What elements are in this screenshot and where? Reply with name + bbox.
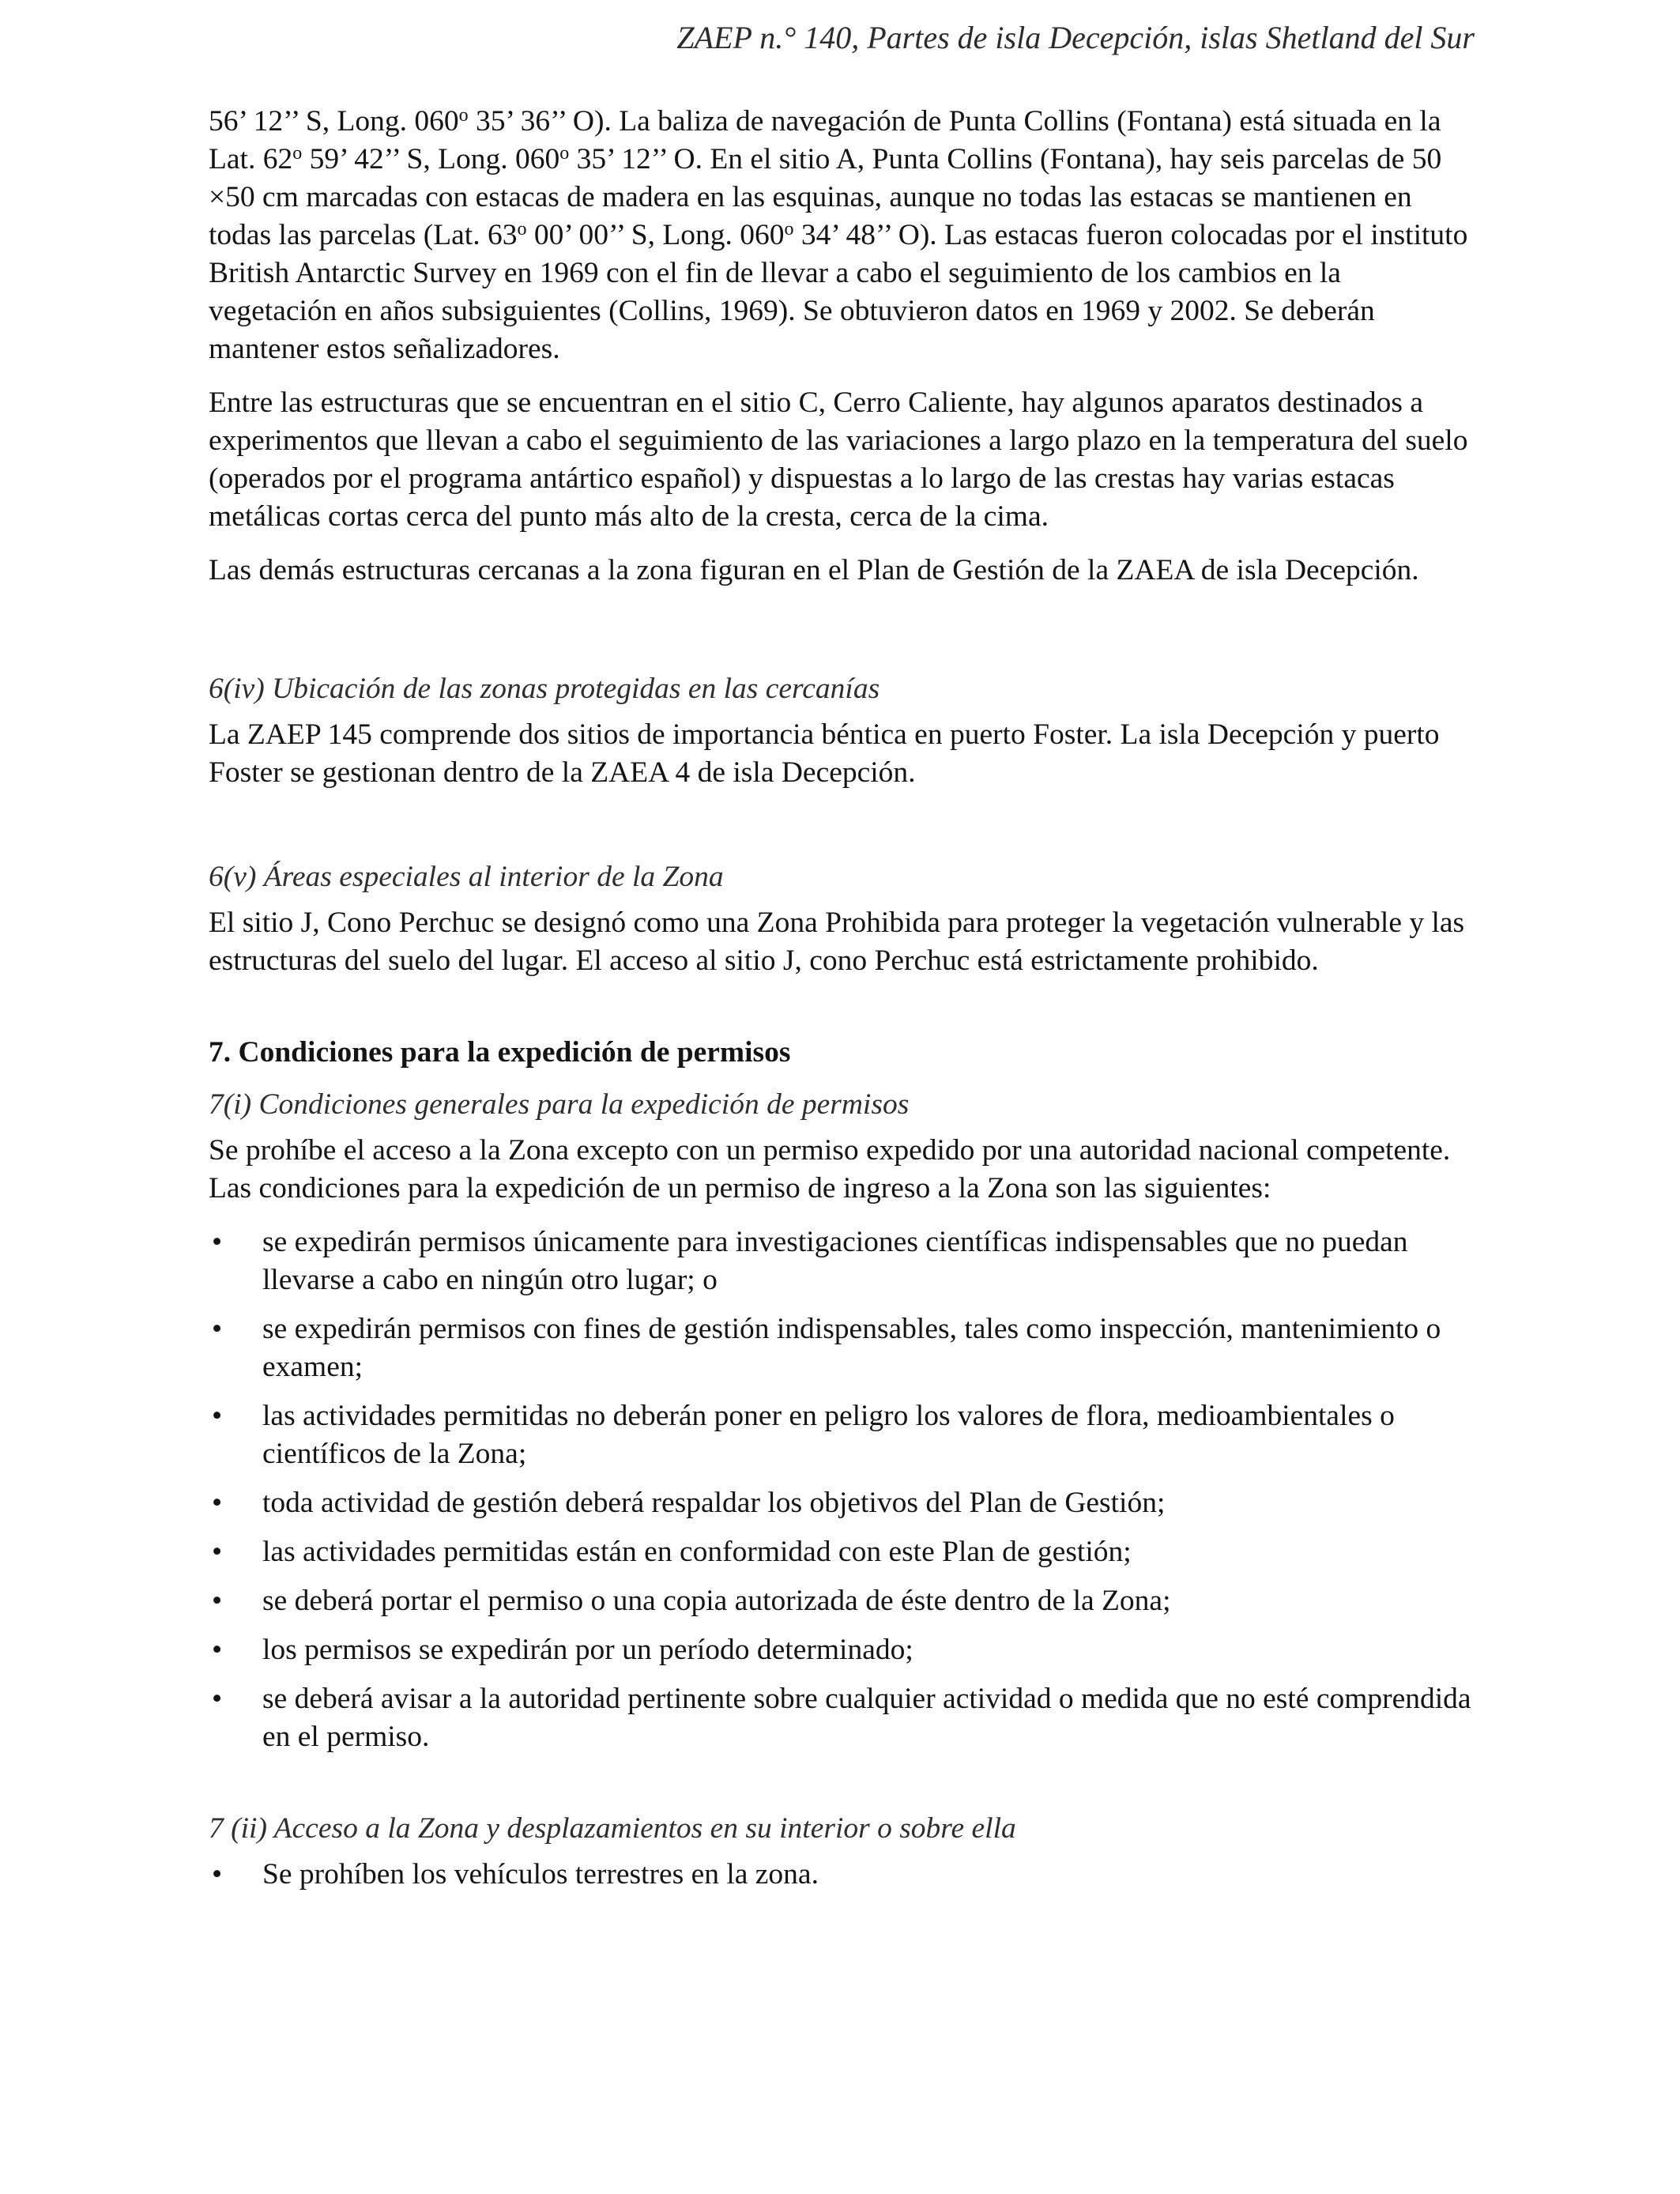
list-item: • las actividades permitidas están en conformidad con este Plan de gestión; [209, 1533, 1473, 1571]
section-heading-6iv: 6(iv) Ubicación de las zonas protegidas en las cercanías [209, 673, 880, 705]
section-heading-7ii: 7 (ii) Acceso a la Zona y desplazamientos en su interior o sobre ella [209, 1812, 1016, 1845]
list-item: • se expedirán permisos únicamente para investigaciones científicas indispensables que no puedan llevarse a cabo en ningún otro lugar; o [209, 1223, 1473, 1299]
access-list [209, 1856, 1473, 1894]
paragraph-7i: Se prohíbe el acceso a la Zona excepto con un permiso expedido por una autoridad nacional competente. Las condiciones para la expedición de un permiso de ingreso a la Zona son las siguientes: [209, 1134, 1451, 1204]
list-item: • se expedirán permisos con fines de gestión indispensables, tales como inspección, mantenimiento o examen; [209, 1310, 1473, 1386]
bullet-icon: • [212, 1400, 223, 1432]
list-item: • se deberá avisar a la autoridad pertinente sobre cualquier actividad o medida que no esté comprendida en el permiso. [209, 1680, 1473, 1756]
section-spacer [209, 605, 1473, 670]
section-spacer [209, 808, 1473, 858]
running-header: ZAEP n.° 140, Partes de isla Decepción, islas Shetland del Sur [676, 20, 1475, 55]
paragraph-6iv: La ZAEP 145 comprende dos sitios de importancia béntica en puerto Foster. La isla Decepción y puerto Foster se gestionan dentro de la ZAEA 4 de isla Decepción. [209, 718, 1440, 789]
list-item: • los permisos se expedirán por un período determinado; [209, 1631, 1473, 1669]
paragraph-coordinates-markers: 56’ 12’’ S, Long. 060$^o$ 35’ 36’’ O). La baliza de navegación de Punta Collins (Fontana) está situada en la Lat. 62$^o$ 59’ 42’’ S, Long. 060$^o$ 35’ 12’’ O. En el sitio A, Punta Collins (Fontana), hay seis parcelas de 50 ×50 cm marcadas con estacas de madera en las esquinas, aunque no todas las estacas se mantienen en todas las parcelas (Lat. 63$^o$ 00’ 00’’ S, Long. 060$^o$ 34’ 48’’ O). Las estacas fueron colocadas por el instituto British Antarctic Survey en 1969 con el fin de llevar a cabo el seguimiento de los cambios en la vegetación en años subsiguientes (Collins, 1969). Se obtuvieron datos en 1969 y 2002. Se deberán mantener estos señalizadores. [209, 105, 1468, 365]
paragraph-other-structures: Las demás estructuras cercanas a la zona figuran en el Plan de Gestión de la ZAEA de isla Decepción. [209, 554, 1419, 586]
list-item: • las actividades permitidas no deberán poner en peligro los valores de flora, medioambientales o científicos de la Zona; [209, 1397, 1473, 1473]
bullet-icon: • [212, 1226, 223, 1258]
section-heading-7: 7. Condiciones para la expedición de permisos [209, 1036, 791, 1069]
bullet-icon: • [212, 1683, 223, 1715]
bullet-icon: • [212, 1634, 223, 1666]
permit-conditions-list [209, 1223, 1473, 1756]
section-heading-7i: 7(i) Condiciones generales para la expedición de permisos [209, 1088, 910, 1121]
bullet-icon: • [212, 1858, 223, 1891]
bullet-icon: • [212, 1585, 223, 1617]
document-body [209, 103, 1473, 1909]
paragraph-structures-site-c: Entre las estructuras que se encuentran en el sitio C, Cerro Caliente, hay algunos aparatos destinados a experimentos que llevan a cabo el seguimiento de las variaciones a largo plazo en la temperatura del suelo (operados por el programa antártico español) y dispuestas a lo largo de las crestas hay varias estacas metálicas cortas cerca del punto más alto de la cresta, cerca de la cima. [209, 386, 1468, 533]
section-heading-6v: 6(v) Áreas especiales al interior de la Zona [209, 861, 724, 893]
section-spacer [209, 996, 1473, 1034]
section-spacer [209, 1772, 1473, 1810]
bullet-icon: • [212, 1536, 223, 1568]
bullet-icon: • [212, 1313, 223, 1345]
paragraph-6v: El sitio J, Cono Perchuc se designó como una Zona Prohibida para proteger la vegetación vulnerable y las estructuras del suelo del lugar. El acceso al sitio J, cono Perchuc está estrictamente prohibido. [209, 907, 1465, 977]
list-item: • Se prohíben los vehículos terrestres en la zona. [209, 1856, 1473, 1894]
list-item: • se deberá portar el permiso o una copia autorizada de éste dentro de la Zona; [209, 1582, 1473, 1620]
bullet-icon: • [212, 1487, 223, 1519]
list-item: • toda actividad de gestión deberá respaldar los objetivos del Plan de Gestión; [209, 1484, 1473, 1522]
